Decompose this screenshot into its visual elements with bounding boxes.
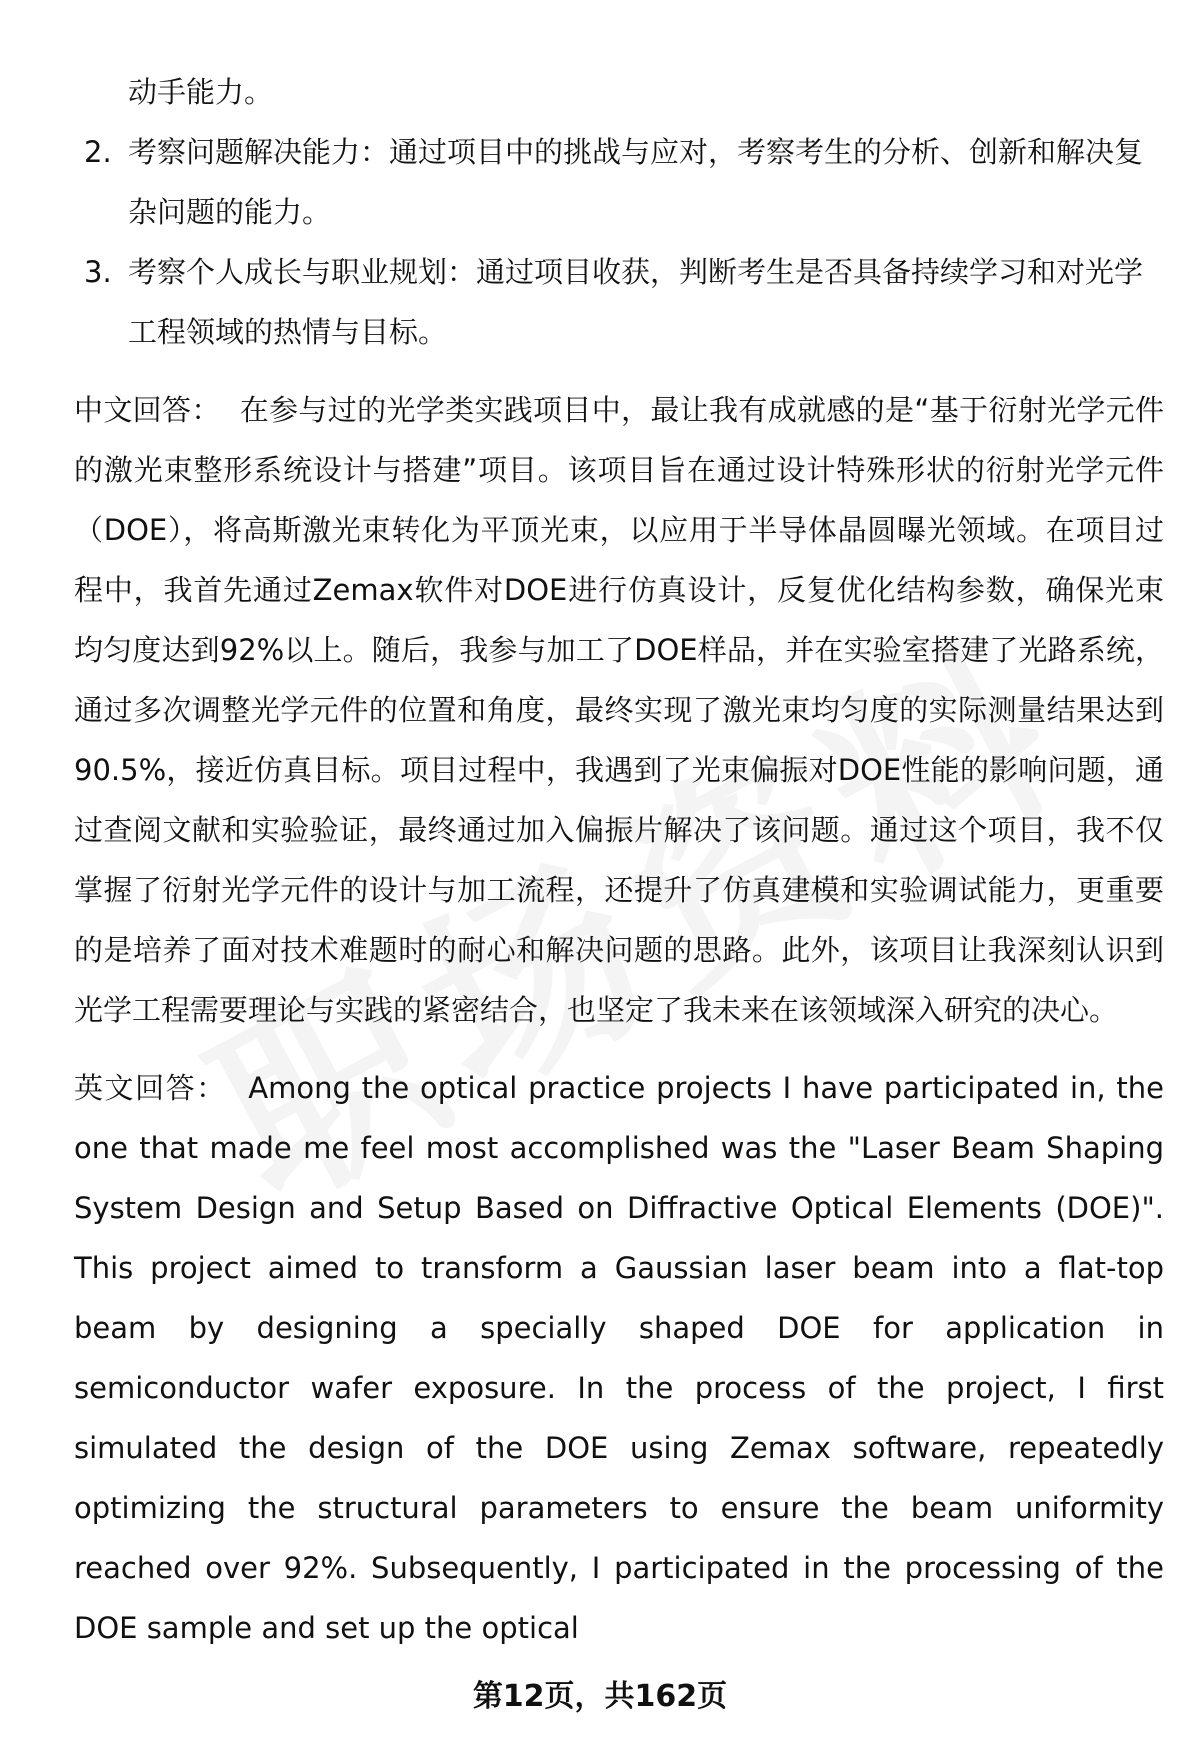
english-answer-paragraph	[74, 1058, 1164, 1658]
chinese-answer-text: 在参与过的光学类实践项目中，最让我有成就感的是“基于衍射光学元件的激光束整形系统设计与搭建”项目。该项目旨在通过设计特殊形状的衍射光学元件（DOE），将高斯激光束转化为平顶光束，以应用于半导体晶圆曝光领域。在项目过程中，我首先通过Zemax软件对DOE进行仿真设计，反复优化结构参数，确保光束均匀度达到92%以上。随后，我参与加工了DOE样品，并在实验室搭建了光路系统，通过多次调整光学元件的位置和角度，最终实现了激光束均匀度的实际测量结果达到90.5%，接近仿真目标。项目过程中，我遇到了光束偏振对DOE性能的影响问题，通过查阅文献和实验验证，最终通过加入偏振片解决了该问题。通过这个项目，我不仅掌握了衍射光学元件的设计与加工流程，还提升了仿真建模和实验调试能力，更重要的是培养了面对技术难题时的耐心和解决问题的思路。此外，该项目让我深刻认识到光学工程需要理论与实践的紧密结合，也坚定了我未来在该领域深入研究的决心。	[74, 393, 1165, 1027]
page-number-footer: 第12页，共162页	[472, 1679, 728, 1714]
list-item-number: 2.	[84, 135, 112, 169]
chinese-answer-paragraph	[74, 380, 1164, 1040]
english-answer-label: 英文回答：	[74, 1071, 227, 1105]
list-item	[74, 242, 1164, 362]
list-item-continuation: 动手能力。	[128, 75, 274, 109]
english-answer-text: Among the optical practice projects I have participated in, the one that made me feel most accomplished was the "Laser Beam Shaping System Design and Setup Based on Diffractive Optical Elements (DOE)". This project aimed to transform a Gaussian laser beam into a flat-top beam by designing a specially shaped DOE for application in semiconductor wafer exposure. In the process of the project, I first simulated the design of the DOE using Zemax software, repeatedly optimizing the structural parameters to ensure the beam uniformity reached over 92%. Subsequently, I participated in the processing of the DOE sample and set up the optical	[74, 1071, 1164, 1645]
list-item-text: 考察个人成长与职业规划：通过项目收获，判断考生是否具备持续学习和对光学工程领域的热情与目标。	[128, 255, 1144, 349]
list-item-number: 3.	[84, 255, 112, 289]
list-item	[74, 122, 1164, 242]
list-item-text: 考察问题解决能力：通过项目中的挑战与应对，考察考生的分析、创新和解决复杂问题的能力。	[128, 135, 1144, 229]
page-content	[74, 62, 1164, 1658]
chinese-answer-label: 中文回答：	[74, 393, 221, 427]
